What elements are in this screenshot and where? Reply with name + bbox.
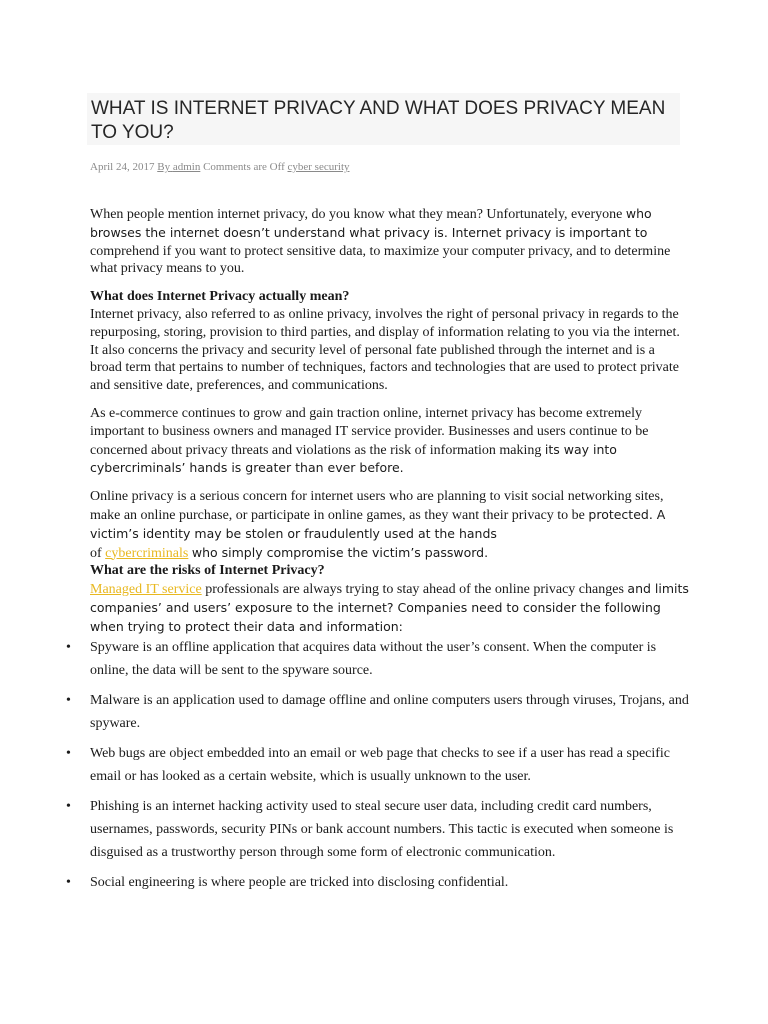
list-item-malware — [90, 689, 690, 735]
author-link[interactable] — [157, 161, 200, 173]
risks-text-2: and limits companies’ and users’ exposure to the internet? Companies need to consider the following when trying to protect their data and information: — [90, 581, 689, 634]
section-heading-meaning: What does Internet Privacy actually mean? — [90, 289, 350, 305]
list-item-text: Web bugs are object embedded into an email or web page that checks to see if a user has read a specific email or has looked as a certain website, which is usually unknown to the user. — [90, 746, 671, 784]
managed-it-service-link[interactable]: Managed IT service — [90, 582, 202, 598]
intro-text-3: comprehend if you want to protect sensitive data, to maximize your computer privacy, and to determine what privacy means to you. — [90, 243, 671, 277]
paragraph-ecommerce — [90, 405, 690, 478]
article-body — [90, 205, 690, 647]
ecommerce-text-1: As e-commerce continues to grow and gain traction online, internet privacy has become extremely important to business owners and managed IT service provider. Businesses and users continue to be concerned about privacy threats and violations as the risk of information making — [90, 405, 649, 458]
category-link[interactable]: cyber security — [287, 161, 350, 173]
comments-status: Comments are Off — [203, 161, 285, 173]
title-box — [87, 93, 680, 145]
risks-text-1: professionals are always trying to stay ahead of the online privacy changes — [205, 582, 624, 598]
intro-text-2: who browses the internet doesn’t understand what privacy is. Internet privacy is important to — [90, 206, 652, 240]
list-item-text: Malware is an application used to damage offline and online computers users through viruses, Trojans, and spyware. — [90, 693, 689, 731]
meaning-text: Internet privacy, also referred to as online privacy, involves the right of personal privacy in regards to the repurposing, storing, provision to third parties, and display of information relating to you via the internet. It also concerns the privacy and security level of personal fate published through the internet and is a broad term that pertains to number of techniques, factors and technologies that are used to protect private and sensitive date, preferences, and communications. — [90, 306, 680, 394]
risk-list — [90, 636, 690, 901]
paragraph-intro — [90, 205, 690, 278]
author-name: admin — [172, 161, 201, 173]
paragraph-meaning — [90, 288, 690, 395]
paragraph-online-privacy — [90, 488, 690, 562]
list-item-text: Social engineering is where people are tricked into disclosing confidential. — [90, 875, 509, 890]
online-text-1: Online privacy is a serious concern for internet users who are planning to visit social networking sites, make an online purchase, or participate in online games, as they want their privacy to be — [90, 489, 664, 523]
list-item-phishing — [90, 795, 690, 864]
list-item-web-bugs — [90, 742, 690, 788]
list-item-text: Phishing is an internet hacking activity used to steal secure user data, including credit card numbers, usernames, passwords, security PINs or bank account numbers. This tactic is executed when someone is disguised as a trustworthy person through some form of electronic communication. — [90, 799, 674, 860]
cybercriminals-link[interactable]: cybercriminals — [105, 545, 189, 561]
page-title: WHAT IS INTERNET PRIVACY AND WHAT DOES PRIVACY MEAN TO YOU? — [91, 98, 666, 143]
online-text-3: of — [90, 545, 102, 561]
online-text-2: protected. A victim’s identity may be stolen or fraudulently used at the hands — [90, 506, 666, 541]
ecommerce-text-2: its way into cybercriminals’ hands is greater than ever before. — [90, 441, 617, 476]
list-item-social-engineering — [90, 871, 690, 894]
list-item-text: Spyware is an offline application that acquires data without the user’s consent. When the computer is online, the data will be sent to the spyware source. — [90, 640, 657, 678]
online-text-4: who simply compromise the victim’s password. — [191, 544, 489, 560]
list-item-spyware — [90, 636, 690, 682]
intro-text-1: When people mention internet privacy, do you know what they mean? Unfortunately, everyone — [90, 207, 623, 222]
paragraph-risks — [90, 562, 690, 636]
author-prefix: By — [157, 161, 171, 173]
post-date: April 24, 2017 — [90, 161, 155, 173]
post-meta — [90, 161, 350, 173]
section-heading-risks: What are the risks of Internet Privacy? — [90, 563, 325, 579]
